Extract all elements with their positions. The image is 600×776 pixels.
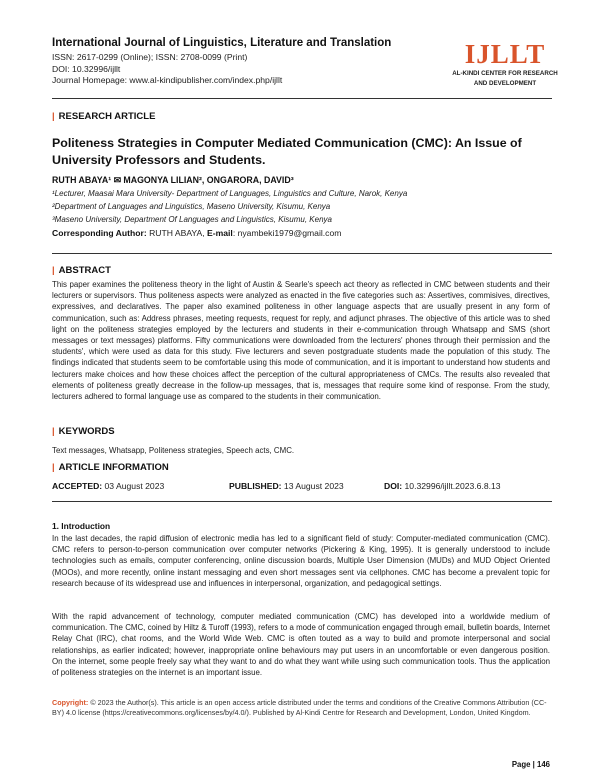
corresponding-author [52, 228, 341, 238]
abstract-text: This paper examines the politeness theory in the light of Austin & Searle's speech act theory as reflected in CMC between students and their lecturers or supervisors. Thus politeness aspects were analyzed as enacted in the five categories such as: Assertives, commisives, directives, expressives, and declaratives. The paper also examined politeness in other language aspects that are usually present in any form of communication, such as: Address phrases, meeting requests, request for reply, and adjunct phrases. The objective of this article was to shed light on the politeness strategies employed by the lecturers and students in their e-communication through Whatsapp and SMS (short messages or text messages) platforms. Fifty communications were downloaded from the lecturers' phones through their permission and the students', which were used as data for this study. Five lecturers and seven postgraduate students made the population of this study. The findings indicated that students seem to be comfortable using this mode of communication, and it is important to understand how students and lecturers make choices and how these choices affect the perception of the cultural appropriateness of CMCs. The results also revealed that elements of politeness greatly decrease in the follow-up messages, that is, messages that require some kind of response. From the study, lecturers adhered to formal language use as compared to the students in their communication. [52, 280, 550, 402]
doi-value[interactable]: 10.32996/ijllt.2023.6.8.13 [404, 481, 501, 491]
doi-label: DOI: [384, 481, 403, 491]
published-date [229, 481, 344, 491]
copyright-notice [52, 698, 552, 719]
logo-subtitle-line1: AL-KINDI CENTER FOR RESEARCH [452, 70, 558, 77]
journal-issn: ISSN: 2617-0299 (Online); ISSN: 2708-0099 (Print) [52, 52, 248, 62]
accepted-date [52, 481, 164, 491]
accepted-value: 03 August 2023 [104, 481, 165, 491]
introduction-heading: 1. Introduction [52, 521, 111, 531]
article-doi [384, 481, 501, 491]
email-label: E-mail [207, 228, 233, 238]
section-marker: | [52, 111, 55, 122]
accepted-label: ACCEPTED: [52, 481, 103, 491]
journal-header [52, 37, 472, 87]
journal-doi[interactable]: DOI: 10.32996/ijllt [52, 63, 121, 74]
section-marker: | [52, 462, 55, 473]
page-number: Page | 146 [511, 760, 550, 769]
section-marker: | [52, 265, 55, 276]
article-info-heading [52, 462, 169, 473]
keywords-text: Text messages, Whatsapp, Politeness strategies, Speech acts, CMC. [52, 446, 295, 455]
introduction-paragraph-2: With the rapid advancement of technology, computer mediated communication (CMC) has developed into a worldwide medium of communication. The CMC, coined by Hiltz & Turoff (1993), refers to a mode of communication engaged through email, bulletin boards, Internet Relay Chat (IRC), chat rooms, and the World Wide Web. CMC is often touted as a way to build and promote interpersonal and social relationships, as earlier indicated; however, inappropriate online behaviours may put users in an uncomfortable or even dangerous position. On the internet, some people freely say what they want to and do what they want while using such communication tools. Thus the application of politeness strategies on the internet is an important issue. [52, 612, 550, 678]
copyright-text: © 2023 the Author(s). This article is an open access article distributed under the terms and conditions of the Creative Commons Attribution (CC-BY) 4.0 license (https://creativecommons.org/licenses/by/4.0/). Published by Al-Kindi Centre for Research and Development, London, United Kingdom. [52, 698, 547, 718]
affiliation-2: ²Department of Languages and Linguistics, Maseno University, Kisumu, Kenya [52, 202, 331, 211]
article-type-heading [52, 111, 155, 122]
section-marker: | [52, 426, 55, 437]
affiliation-1: ¹Lecturer, Maasai Mara University- Department of Languages, Linguistics and Culture, Narok, Kenya [52, 189, 408, 198]
journal-title: International Journal of Linguistics, Literature and Translation [52, 37, 392, 49]
abstract-divider [52, 253, 552, 254]
copyright-label: Copyright: [52, 698, 89, 707]
journal-homepage[interactable]: Journal Homepage: www.al-kindipublisher.com/index.php/ijllt [52, 75, 283, 85]
corresponding-name: RUTH ABAYA, [149, 228, 205, 238]
corresponding-email[interactable]: : nyambeki1979@gmail.com [232, 228, 342, 238]
abstract-heading [52, 265, 111, 276]
affiliation-3: ³Maseno University, Department Of Languages and Linguistics, Kisumu, Kenya [52, 215, 332, 224]
journal-logo [446, 40, 564, 88]
published-value: 13 August 2023 [283, 481, 344, 491]
article-type-label: RESEARCH ARTICLE [58, 111, 156, 122]
article-title: Politeness Strategies in Computer Mediated Communication (CMC): An Issue of University Professors and Students. [52, 136, 522, 167]
body-divider [52, 501, 552, 502]
corresponding-label: Corresponding Author: [52, 228, 147, 238]
abstract-heading-label: ABSTRACT [58, 265, 111, 276]
header-divider [52, 98, 552, 99]
introduction-paragraph-1: In the last decades, the rapid diffusion of electronic media has led to a significant field of study: Computer-mediated communication (CMC). CMC refers to person-to-person communication over computer networks (Pickering & King, 1995). It is generally understood to include technologies such as emails, computer conferencing, online discussion boards, Multiple User Dimension (MUDs) and MUD Object Oriented (MOOs), and more recently, online instant messaging and even short messages sent via cellphones. CMC has become a prevalent topic for research because of its widespread use and influences in interpersonal, organization, and pedagogical settings. [52, 534, 550, 588]
keywords-heading [52, 426, 115, 437]
published-label: PUBLISHED: [229, 481, 282, 491]
article-info-heading-label: ARTICLE INFORMATION [58, 462, 169, 473]
keywords-heading-label: KEYWORDS [58, 426, 115, 437]
author-list: RUTH ABAYA¹ ✉ MAGONYA LILIAN², ONGARORA, DAVID³ [52, 175, 294, 185]
logo-mark: IJLLT [464, 39, 546, 69]
logo-subtitle-line2: AND DEVELOPMENT [473, 80, 537, 87]
